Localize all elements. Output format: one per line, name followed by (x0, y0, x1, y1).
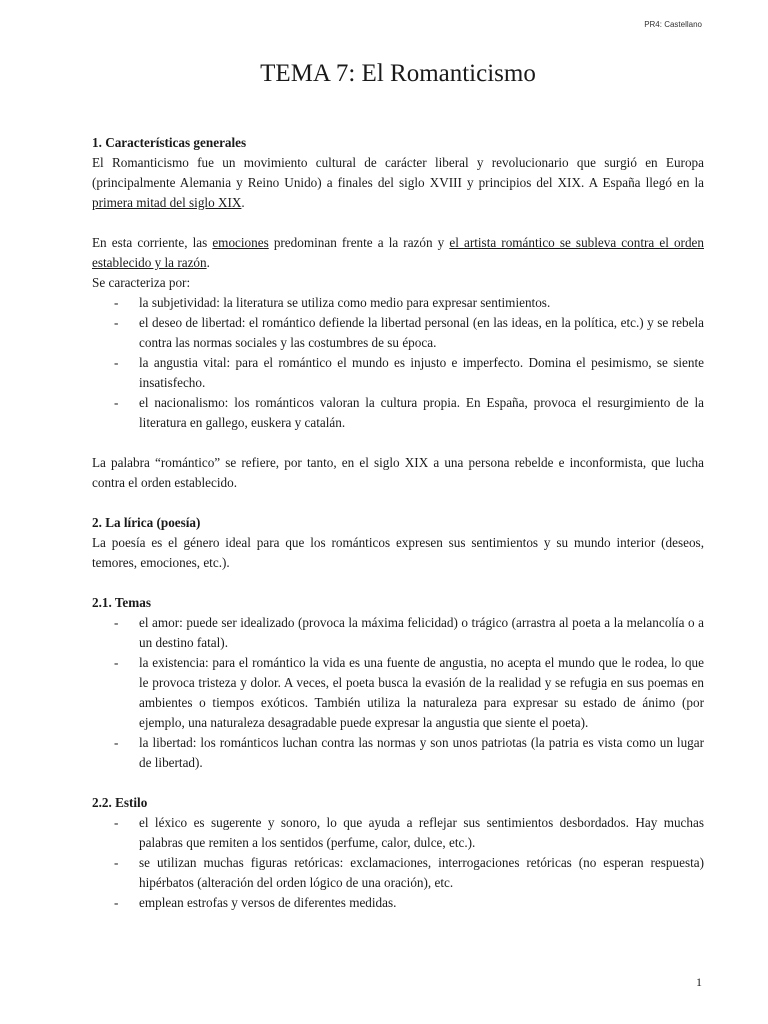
list-item: - el nacionalismo: los románticos valoran la cultura propia. En España, provoca el resurgimiento de la literatura en gallego, euskera y catalán. (114, 395, 704, 430)
page-header-label: PR4: Castellano (644, 20, 702, 29)
list-item: - la subjetividad: la literatura se utiliza como medio para expresar sentimientos. (114, 295, 551, 310)
style-list (92, 813, 704, 913)
section-1-paragraph-2: En esta corriente, las emociones predominan frente a la razón y el artista romántico se subleva contra el orden establecido y la razón. (92, 235, 704, 270)
list-item: - emplean estrofas y versos de diferentes medidas. (114, 895, 397, 910)
list-intro: Se caracteriza por: (92, 275, 191, 290)
list-item: - el léxico es sugerente y sonoro, lo que ayuda a reflejar sus sentimientos desbordados. Hay muchas palabras que remiten a los sentidos (perfume, calor, dulce, etc.). (114, 815, 704, 850)
list-item: - la libertad: los románticos luchan contra las normas y son unos patriotas (la patria es vista como un lugar de libertad). (114, 735, 704, 770)
underlined-phrase: primera mitad del siglo XIX (92, 195, 242, 210)
section-heading-1: 1. Características generales (92, 135, 247, 150)
section-heading-2-1: 2.1. Temas (92, 595, 151, 610)
underlined-phrase: emociones (212, 235, 269, 250)
section-1-paragraph-3: La palabra “romántico” se refiere, por tanto, en el siglo XIX a una persona rebelde e inconformista, que lucha contra el orden establecido. (92, 455, 704, 490)
section-1-paragraph-1: El Romanticismo fue un movimiento cultural de carácter liberal y revolucionario que surgió en Europa (principalmente Alemania y Reino Unido) a finales del siglo XVIII y principios del XIX. A España llegó en la primera mitad del siglo XIX. (92, 155, 704, 210)
list-item: - la existencia: para el romántico la vida es una fuente de angustia, no acepta el mundo que le rodea, lo que le provoca tristeza y dolor. A veces, el poeta busca la evasión de la realidad y se refugia en sus poemas en ambientes o tiempos exóticos. También utiliza la naturaleza para expresar su estado de ánimo (por ejemplo, una naturaleza desagradable puede expresar la angustia que siente el poeta). (114, 655, 704, 730)
list-item: - el deseo de libertad: el romántico defiende la libertad personal (en las ideas, en la política, etc.) y se rebela contra las normas sociales y las costumbres de su época. (114, 315, 704, 350)
document-body (92, 56, 704, 913)
page-number: 1 (696, 975, 702, 989)
themes-list (92, 613, 704, 773)
section-heading-2: 2. La lírica (poesía) (92, 515, 201, 530)
list-item: - se utilizan muchas figuras retóricas: exclamaciones, interrogaciones retóricas (no esperan respuesta) hipérbatos (alteración del orden lógico de una oración), etc. (114, 855, 704, 890)
document-title: TEMA 7: El Romanticismo (260, 60, 536, 87)
section-2-paragraph-1: La poesía es el género ideal para que los románticos expresen sus sentimientos y su mundo interior (deseos, temores, emociones, etc.). (92, 535, 704, 570)
underlined-phrase: el artista romántico se subleva contra el orden establecido y la razón (92, 235, 704, 270)
section-heading-2-2: 2.2. Estilo (92, 795, 148, 810)
list-item: - el amor: puede ser idealizado (provoca la máxima felicidad) o trágico (arrastra al poeta a la melancolía o a un destino fatal). (114, 615, 704, 650)
characteristics-list (92, 293, 704, 433)
list-item: - la angustia vital: para el romántico el mundo es injusto e imperfecto. Domina el pesimismo, se siente insatisfecho. (114, 355, 704, 390)
